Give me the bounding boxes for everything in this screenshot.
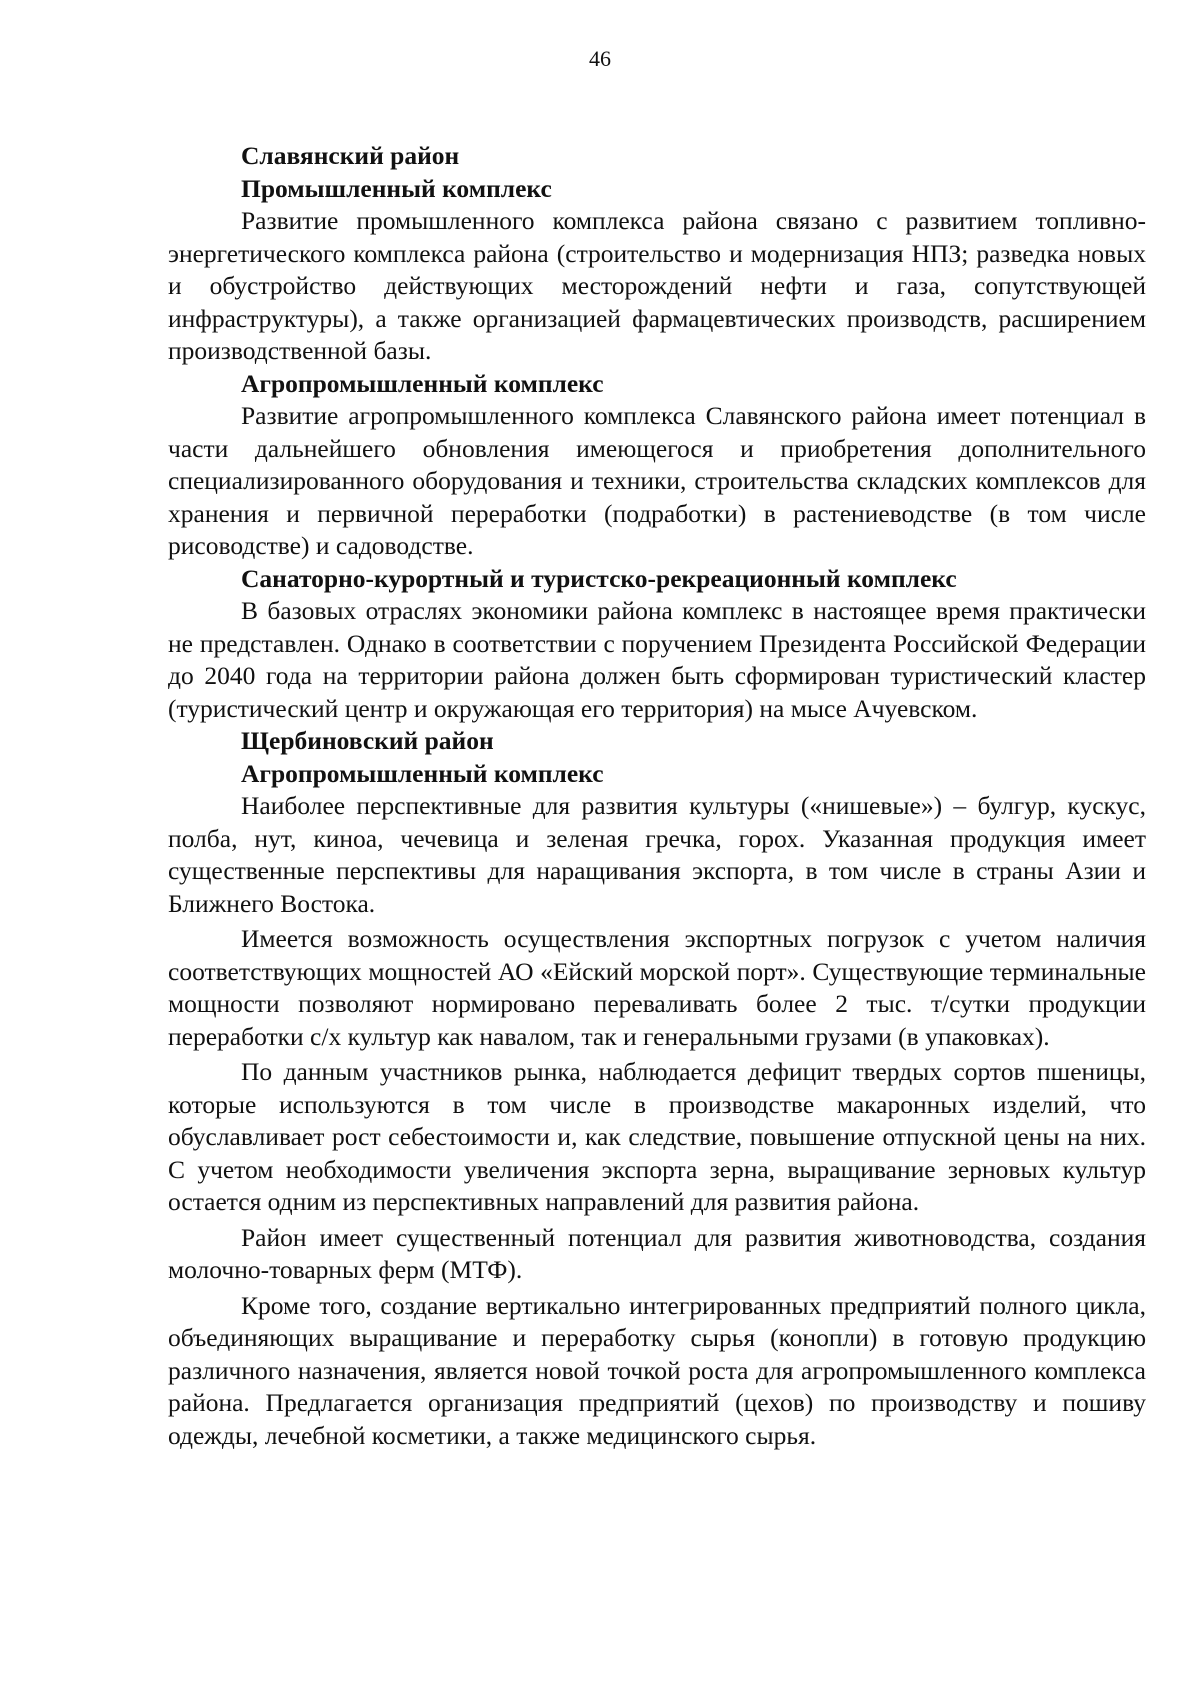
subsection-heading-resort-complex: Санаторно-курортный и туристско-рекреационный комплекс — [241, 563, 957, 593]
paragraph-export-port: Имеется возможность осуществления экспортных погрузок с учетом наличия соответствующих мощностей АО «Ейский морской порт». Существующие терминальные мощности позволяют нормировано переваливать более 2 тыс. т/сутки продукции переработки с/х культур как навалом, так и генеральными грузами (в упаковках). — [168, 924, 1146, 1051]
paragraph-niche-crops: Наиболее перспективные для развития культуры («нишевые») – булгур, кускус, полба, нут, киноа, чечевица и зеленая гречка, горох. Указанная продукция имеет существенные перспективы для наращивания экспорта, в том числе в страны Азии и Ближнего Востока. — [168, 791, 1146, 918]
section-heading-shcherbinovsky-district: Щербиновский район — [241, 726, 494, 755]
paragraph-resort-complex: В базовых отраслях экономики района комплекс в настоящее время практически не представлен. Однако в соответствии с поручением Президента Российской Федерации до 2040 года на территории района должен быть сформирован туристический кластер (туристический центр и окружающая его территория) на мысе Ачуевском. — [168, 596, 1146, 723]
paragraph-agro-complex: Развитие агропромышленного комплекса Славянского района имеет потенциал в части дальнейшего обновления имеющегося и приобретения дополнительного специализированного оборудования и техники, строительства складских комплексов для хранения и первичной переработки (подработки) в растениеводстве (в том числе рисоводстве) и садоводстве. — [168, 401, 1146, 560]
page-number: 46 — [589, 46, 611, 71]
document-body — [168, 140, 1146, 1452]
subsection-heading-agro-complex: Агропромышленный комплекс — [241, 368, 604, 398]
subsection-heading-industrial-complex: Промышленный комплекс — [241, 173, 552, 203]
paragraph-vertical-integration: Кроме того, создание вертикально интегрированных предприятий полного цикла, объединяющих выращивание и переработку сырья (конопли) в готовую продукцию различного назначения, является новой точкой роста для агропромышленного комплекса района. Предлагается организация предприятий (цехов) по производству и пошиву одежды, лечебной косметики, а также медицинского сырья. — [168, 1290, 1146, 1450]
subsection-heading-agro-complex-2: Агропромышленный комплекс — [241, 758, 604, 788]
paragraph-durum-wheat: По данным участников рынка, наблюдается дефицит твердых сортов пшеницы, которые используются в том числе в производстве макаронных изделий, что обуславливает рост себестоимости и, как следствие, повышение отпускной цены на них. С учетом необходимости увеличения экспорта зерна, выращивание зерновых культур остается одним из перспективных направлений для развития района. — [168, 1057, 1146, 1216]
paragraph-livestock: Район имеет существенный потенциал для развития животноводства, создания молочно-товарных ферм (МТФ). — [168, 1222, 1146, 1284]
paragraph-industrial-complex: Развитие промышленного комплекса района связано с развитием топливно-энергетического комплекса района (строительство и модернизация НПЗ; разведка новых и обустройство действующих месторождений нефти и газа, сопутствующей инфраструктуры), а также организацией фармацевтических производств, расширением производственной базы. — [168, 206, 1146, 365]
section-heading-slavyansky-district: Славянский район — [241, 141, 460, 170]
